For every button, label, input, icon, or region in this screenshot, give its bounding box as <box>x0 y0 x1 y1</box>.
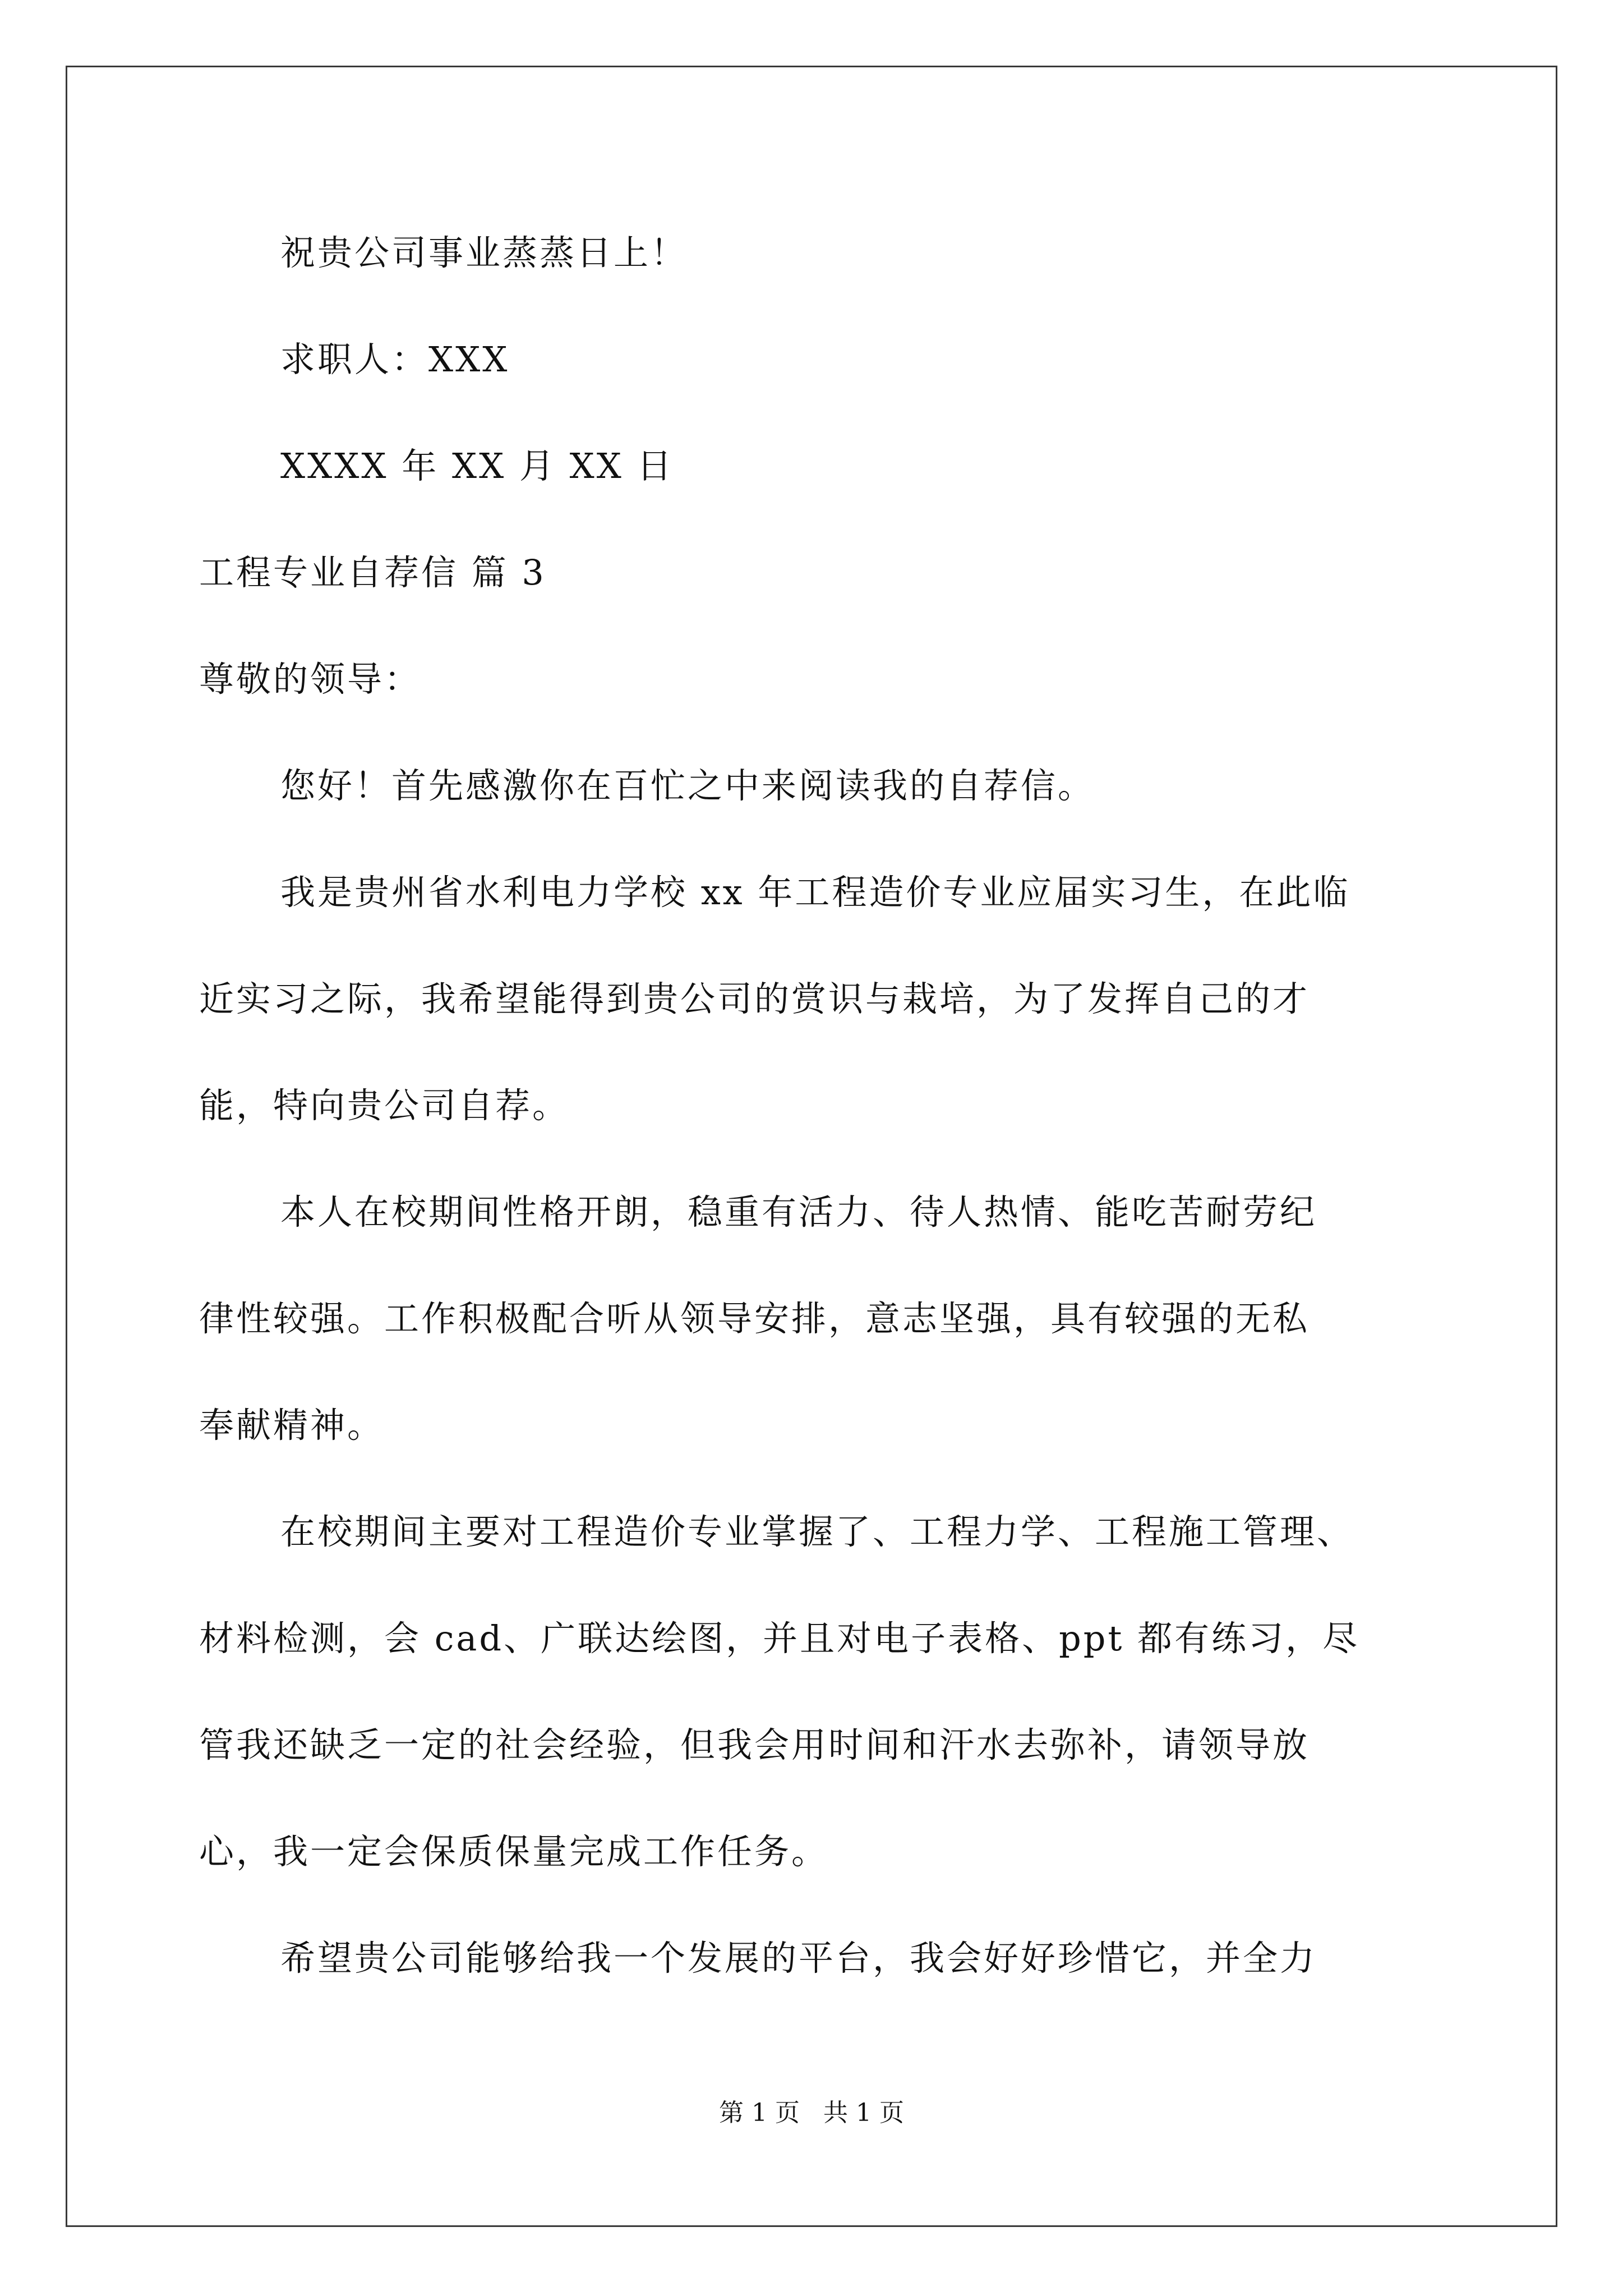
closing-wish: 祝贵公司事业蒸蒸日上！ <box>280 232 688 273</box>
paragraph-line: 心，我一定会保质保量完成工作任务。 <box>199 1831 829 1872</box>
paragraph-line: 管我还缺乏一定的社会经验，但我会用时间和汗水去弥补，请领导放 <box>199 1724 1310 1765</box>
salutation: 尊敬的领导： <box>199 659 422 700</box>
page-footer <box>0 2101 1623 2125</box>
page-total: 共 1 页 <box>823 2099 904 2127</box>
section-heading: 工程专业自荐信 篇 3 <box>199 552 546 593</box>
page-number: 第 1 页 <box>719 2099 800 2127</box>
paragraph-line: 奉献精神。 <box>199 1405 385 1446</box>
greeting-paragraph: 您好！首先感激你在百忙之中来阅读我的自荐信。 <box>280 765 1095 806</box>
paragraph-line: 能，特向贵公司自荐。 <box>199 1085 570 1126</box>
paragraph-line: 律性较强。工作积极配合听从领导安排，意志坚强，具有较强的无私 <box>199 1298 1310 1339</box>
paragraph-line: 近实习之际，我希望能得到贵公司的赏识与栽培，为了发挥自己的才 <box>199 978 1310 1019</box>
paragraph-line: 希望贵公司能够给我一个发展的平台，我会好好珍惜它，并全力 <box>280 1938 1317 1978</box>
paragraph-line: 我是贵州省水利电力学校 xx 年工程造价专业应届实习生，在此临 <box>280 872 1350 913</box>
date-line: XXXX 年 XX 月 XX 日 <box>280 445 674 486</box>
paragraph-line: 本人在校期间性格开朗，稳重有活力、待人热情、能吃苦耐劳纪 <box>280 1191 1317 1232</box>
paragraph-line: 在校期间主要对工程造价专业掌握了、工程力学、工程施工管理、 <box>280 1511 1354 1552</box>
applicant-line: 求职人：XXX <box>280 339 510 380</box>
paragraph-line: 材料检测，会 cad、广联达绘图，并且对电子表格、ppt 都有练习，尽 <box>199 1618 1360 1659</box>
page-border <box>66 66 1557 2227</box>
